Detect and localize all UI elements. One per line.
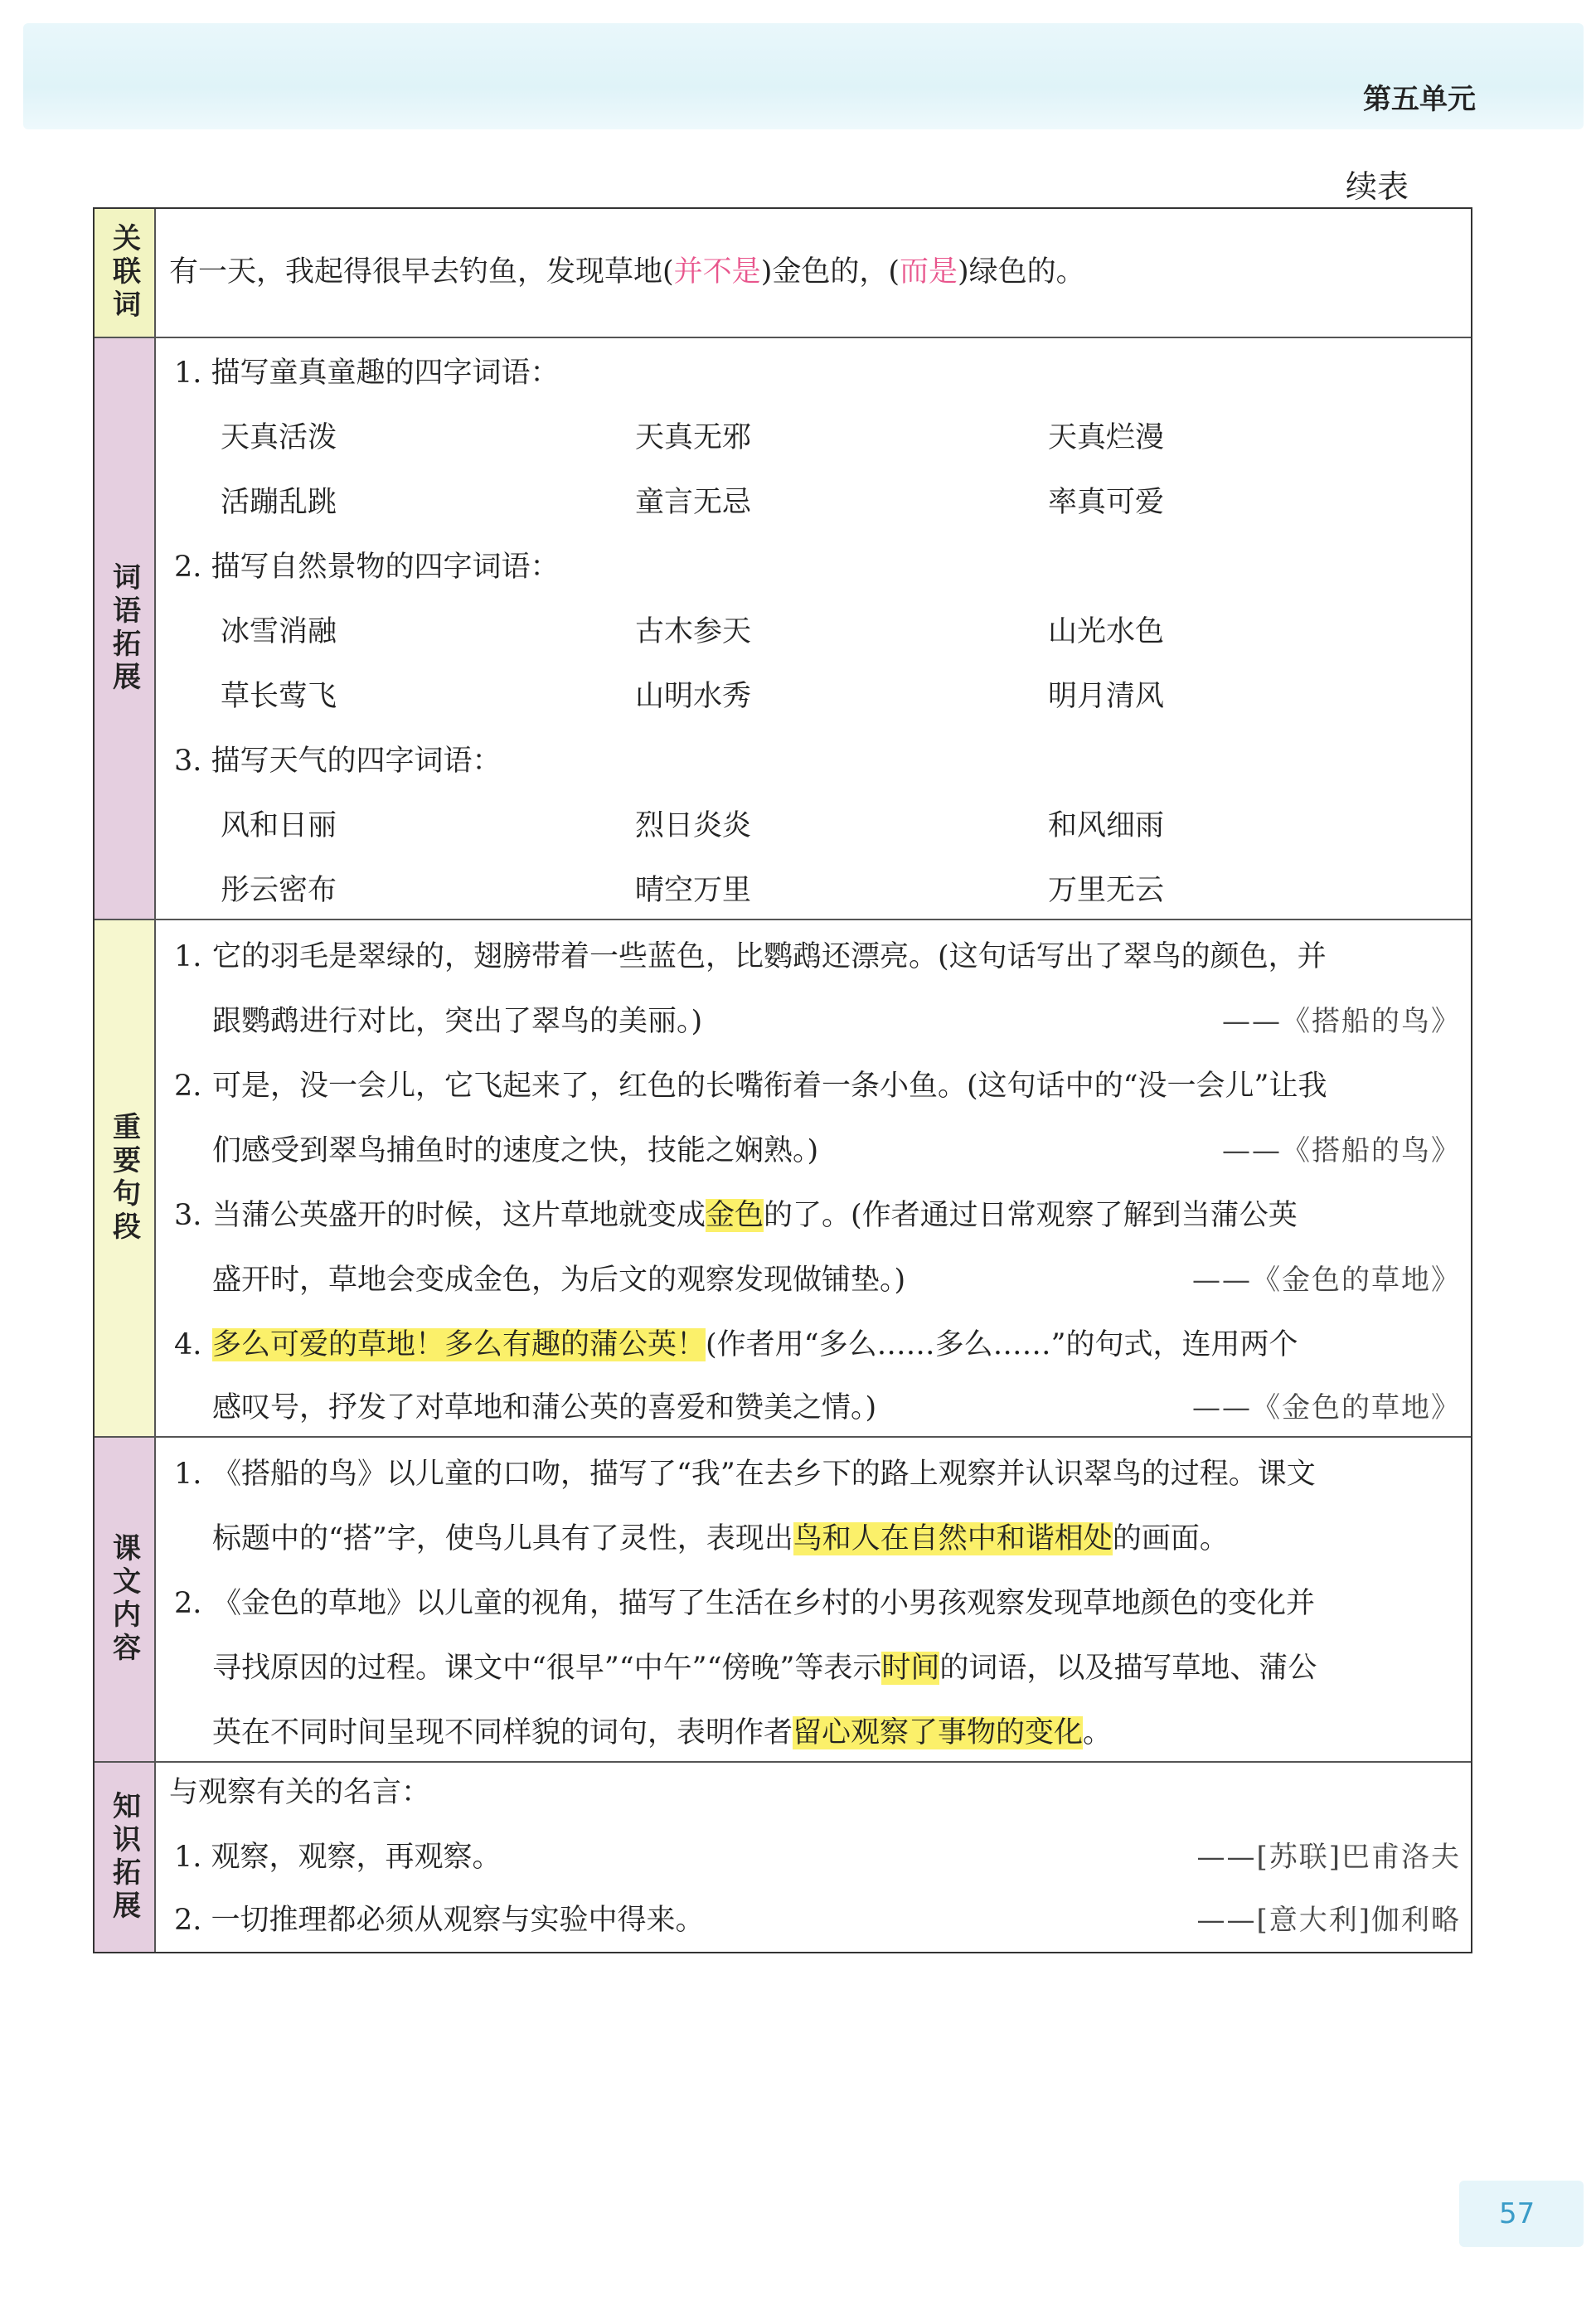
vocab-word: 明月清风: [1048, 680, 1165, 713]
label-vocabulary: 词语拓展: [95, 338, 156, 919]
sentence-3-line-1: 3. 当蒲公英盛开的时候，这片草地就变成金色的了。(作者通过日常观察了解到当蒲公英: [174, 1199, 1298, 1232]
conjunction-sentence: 有一天，我起得很早去钓鱼，发现草地(并不是)金色的，(而是)绿色的。: [169, 255, 1085, 289]
content-1-line-1: 1. 《搭船的鸟》以儿童的口吻，描写了“我”在去乡下的路上观察并认识翠鸟的过程。课文: [174, 1458, 1316, 1491]
sentence-4-line-2: 感叹号，抒发了对草地和蒲公英的喜爱和赞美之情。): [212, 1391, 877, 1424]
highlight: 金色: [706, 1199, 764, 1232]
sentence-1-source: ——《搭船的鸟》: [1222, 1005, 1461, 1038]
vocab-word: 风和日丽: [221, 809, 337, 842]
vocab-word: 童言无忌: [635, 486, 752, 519]
row-vocabulary: [95, 338, 1471, 920]
content-2-line-1: 2. 《金色的草地》以儿童的视角，描写了生活在乡村的小男孩观察发现草地颜色的变化并: [174, 1587, 1316, 1620]
row-conjunction: [95, 209, 1471, 338]
vocab-word: 山明水秀: [635, 680, 752, 713]
row-key-sentences: [95, 920, 1471, 1438]
label-text-content: 课文内容: [95, 1438, 156, 1761]
vocab-word: 率真可爱: [1048, 486, 1165, 519]
highlight: 鸟和人在自然中和谐相处: [793, 1522, 1113, 1555]
vocab-group-title: 3. 描写天气的四字词语：: [174, 745, 502, 778]
sentence-3-source: ——《金色的草地》: [1192, 1264, 1461, 1297]
label-conjunction: 关联词: [95, 209, 156, 337]
sentence-4-line-1: 4. 多么可爱的草地！多么有趣的蒲公英！(作者用“多么……多么……”的句式，连用两个: [174, 1328, 1298, 1361]
vocab-word: 草长莺飞: [221, 680, 337, 713]
sentence-1-line-2: 跟鹦鹉进行对比，突出了翠鸟的美丽。): [212, 1005, 703, 1038]
vocab-group-title: 2. 描写自然景物的四字词语：: [174, 551, 560, 584]
vocab-word: 晴空万里: [635, 874, 752, 907]
sentence-4-source: ——《金色的草地》: [1192, 1391, 1461, 1424]
vocab-word: 烈日炎炎: [635, 809, 752, 842]
vocab-word: 活蹦乱跳: [221, 486, 337, 519]
quote-2-source: ——[意大利]伽利略: [1196, 1904, 1461, 1937]
row-knowledge: [95, 1763, 1471, 1952]
highlight: 时间: [881, 1652, 940, 1685]
quote-2: 2. 一切推理都必须从观察与实验中得来。: [174, 1904, 705, 1937]
conj-word-2: 而是: [900, 255, 958, 289]
page-number: 57: [1499, 2197, 1535, 2230]
quote-1: 1. 观察，观察，再观察。: [174, 1841, 502, 1874]
sentence-2-line-1: 2. 可是，没一会儿，它飞起来了，红色的长嘴衔着一条小鱼。(这句话中的“没一会儿”让我: [174, 1070, 1327, 1103]
vocab-word: 和风细雨: [1048, 809, 1165, 842]
vocab-word: 天真无邪: [635, 421, 752, 454]
knowledge-intro: 与观察有关的名言：: [169, 1776, 431, 1809]
vocab-group-title: 1. 描写童真童趣的四字词语：: [174, 357, 560, 390]
sentence-3-line-2: 盛开时，草地会变成金色，为后文的观察发现做铺垫。): [212, 1264, 906, 1297]
vocab-word: 天真活泼: [221, 421, 337, 454]
content-1-line-2: 标题中的“搭”字，使鸟儿具有了灵性，表现出鸟和人在自然中和谐相处的画面。: [212, 1522, 1229, 1555]
unit-title: 第五单元: [1363, 83, 1476, 116]
vocab-word: 冰雪消融: [221, 615, 337, 648]
highlight: 多么可爱的草地！多么有趣的蒲公英！: [212, 1328, 706, 1361]
conj-word-1: 并不是: [673, 255, 761, 289]
vocab-word: 古木参天: [635, 615, 752, 648]
content-2-line-3: 英在不同时间呈现不同样貌的词句，表明作者留心观察了事物的变化。: [212, 1716, 1113, 1749]
sentence-2-line-2: 们感受到翠鸟捕鱼时的速度之快，技能之娴熟。): [212, 1134, 819, 1167]
continued-label: 续表: [1345, 168, 1409, 205]
content-2-line-2: 寻找原因的过程。课文中“很早”“中午”“傍晚”等表示时间的词语，以及描写草地、蒲公: [212, 1652, 1317, 1685]
study-table: [93, 207, 1472, 1953]
label-key-sentences: 重要句段: [95, 920, 156, 1436]
highlight: 留心观察了事物的变化: [793, 1716, 1084, 1749]
vocab-word: 天真烂漫: [1048, 421, 1165, 454]
vocab-word: 山光水色: [1048, 615, 1165, 648]
row-text-content: [95, 1438, 1471, 1763]
quote-1-source: ——[苏联]巴甫洛夫: [1196, 1841, 1461, 1874]
vocab-word: 彤云密布: [221, 874, 337, 907]
sentence-2-source: ——《搭船的鸟》: [1222, 1134, 1461, 1167]
vocab-word: 万里无云: [1048, 874, 1165, 907]
label-knowledge: 知识拓展: [95, 1763, 156, 1952]
sentence-1-line-1: 1. 它的羽毛是翠绿的，翅膀带着一些蓝色，比鹦鹉还漂亮。(这句话写出了翠鸟的颜色，并: [174, 940, 1327, 973]
header-band: [23, 23, 1584, 129]
